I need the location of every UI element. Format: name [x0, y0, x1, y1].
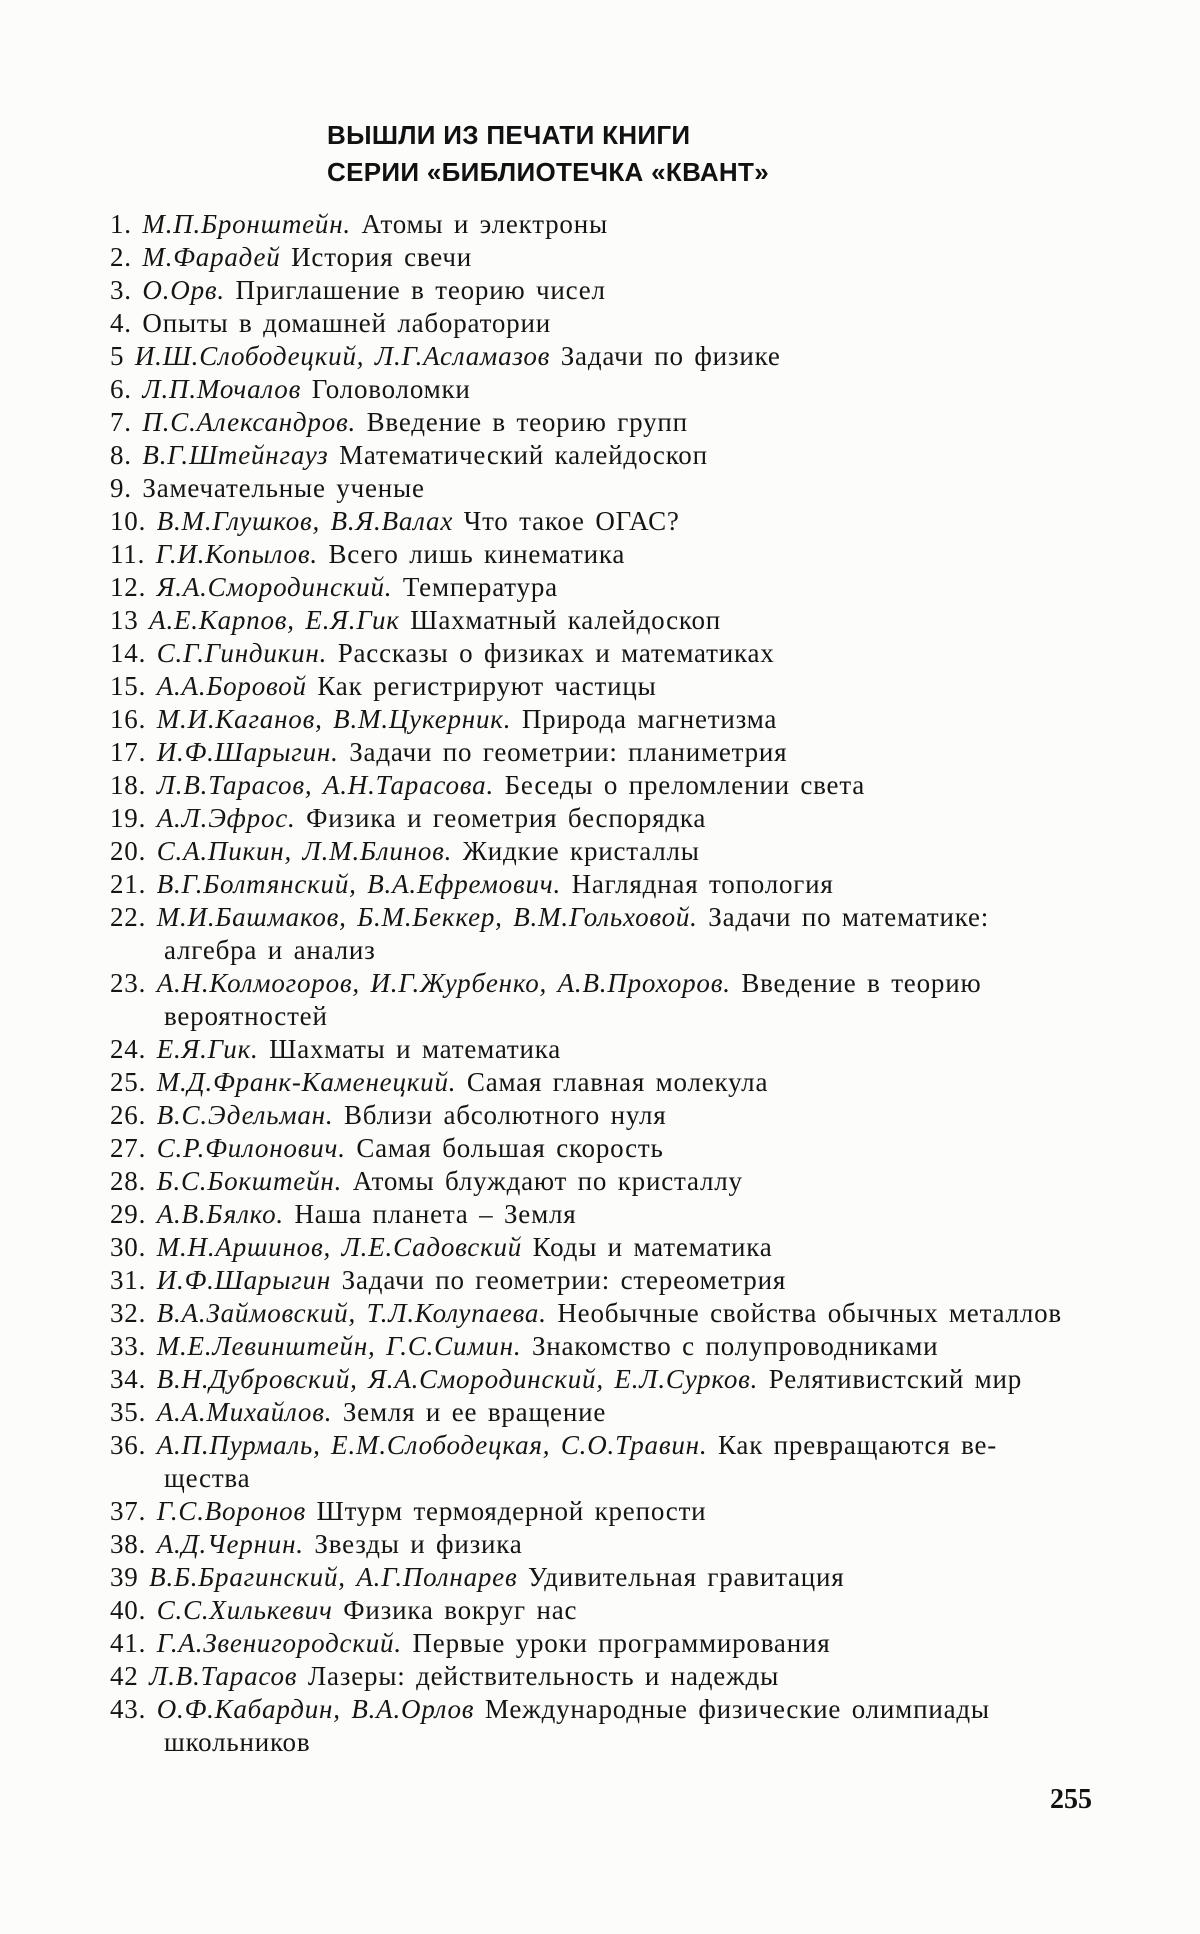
item-authors: В.С.Эдельман. [157, 1100, 334, 1130]
item-title: Земля и ее вращение [343, 1397, 606, 1427]
book-list-item [110, 769, 1110, 802]
item-title: Задачи по математике: [708, 902, 989, 932]
item-authors: В.Г.Болтянский, В.А.Ефремович. [157, 869, 561, 899]
book-list-item [110, 1330, 1110, 1363]
book-list-item [110, 1132, 1110, 1165]
book-list-item [110, 703, 1110, 736]
item-title: Математический калейдоскоп [339, 440, 708, 470]
item-authors: М.Д.Франк-Каменецкий. [157, 1067, 457, 1097]
heading-line-1: ВЫШЛИ ИЗ ПЕЧАТИ КНИГИ [327, 117, 769, 154]
item-number: 15. [110, 671, 146, 701]
item-number: 3. [110, 275, 132, 305]
item-title: Самая большая скорость [356, 1133, 663, 1163]
item-title: Как превращаются ве- [718, 1430, 997, 1460]
book-list-item [110, 835, 1110, 868]
book-list [110, 208, 1110, 1759]
book-list-item [110, 1396, 1110, 1429]
item-title: Вблизи абсолютного нуля [344, 1100, 666, 1130]
item-number: 34. [110, 1364, 146, 1394]
item-number: 41. [110, 1628, 146, 1658]
book-list-item [110, 1099, 1110, 1132]
item-authors: Г.И.Копылов. [156, 539, 318, 569]
book-list-item [110, 340, 1110, 373]
item-title: Релятивистский мир [769, 1364, 1022, 1394]
item-authors: В.М.Глушков, В.Я.Валах [157, 506, 453, 536]
item-title: Удивительная гравитация [528, 1562, 844, 1592]
item-number: 35. [110, 1397, 146, 1427]
item-authors: В.Б.Брагинский, А.Г.Полнарев [149, 1562, 517, 1592]
item-number: 8. [110, 440, 132, 470]
book-list-item [110, 670, 1110, 703]
item-number: 9. [110, 473, 132, 503]
item-number: 40. [110, 1595, 146, 1625]
book-list-item [110, 1693, 1110, 1759]
item-authors: Г.А.Звенигородский. [157, 1628, 402, 1658]
item-number: 18. [110, 770, 146, 800]
item-title-continued: щества [110, 1462, 1110, 1495]
item-title: Необычные свойства обычных металлов [557, 1298, 1062, 1328]
item-title: Первые уроки программирования [412, 1628, 830, 1658]
item-authors: А.Д.Чернин. [157, 1529, 304, 1559]
book-list-item [110, 901, 1110, 967]
book-list-item [110, 637, 1110, 670]
item-authors: А.Л.Эфрос. [157, 803, 296, 833]
book-list-item [110, 208, 1110, 241]
item-title-continued: алгебра и анализ [110, 934, 1110, 967]
book-list-item [110, 1066, 1110, 1099]
item-authors: А.Е.Карпов, Е.Я.Гик [149, 605, 400, 635]
item-title: Наша планета – Земля [295, 1199, 577, 1229]
item-title: Введение в теорию групп [367, 407, 688, 437]
item-title-continued: школьников [110, 1726, 1110, 1759]
item-number: 28. [110, 1166, 146, 1196]
item-title: Что такое ОГАС? [464, 506, 680, 536]
book-list-item [110, 1528, 1110, 1561]
item-title: Коды и математика [533, 1232, 773, 1262]
item-number: 43. [110, 1694, 146, 1724]
item-title: Приглашение в теорию чисел [236, 275, 606, 305]
item-number: 2. [110, 242, 132, 272]
item-title: Лазеры: действительность и надежды [308, 1661, 779, 1691]
book-list-item [110, 604, 1110, 637]
item-title: Природа магнетизма [522, 704, 777, 734]
book-list-item [110, 439, 1110, 472]
item-authors: Г.С.Воронов [157, 1496, 306, 1526]
item-number: 42 [110, 1661, 139, 1691]
book-list-item [110, 967, 1110, 1033]
book-list-item [110, 1363, 1110, 1396]
item-title: Как регистрируют частицы [317, 671, 656, 701]
item-title: Задачи по геометрии: планиметрия [349, 737, 787, 767]
item-title: Атомы блуждают по кристаллу [353, 1166, 743, 1196]
item-authors: А.Н.Колмогоров, И.Г.Журбенко, А.В.Прохоров. [157, 968, 731, 998]
item-number: 1. [110, 209, 132, 239]
item-number: 10. [110, 506, 146, 536]
item-authors: М.Е.Левинштейн, Г.С.Симин. [157, 1331, 522, 1361]
item-title: Шахматный калейдоскоп [410, 605, 721, 635]
book-list-item [110, 1495, 1110, 1528]
item-authors: А.П.Пурмаль, Е.М.Слободецкая, С.О.Травин. [157, 1430, 708, 1460]
item-authors: М.И.Башмаков, Б.М.Беккер, В.М.Гольховой. [157, 902, 698, 932]
item-authors: М.И.Каганов, В.М.Цукерник. [157, 704, 512, 734]
item-authors: Л.В.Тарасов [149, 1661, 297, 1691]
book-list-item [110, 241, 1110, 274]
item-authors: А.В.Бялко. [157, 1199, 284, 1229]
item-authors: Е.Я.Гик. [157, 1034, 259, 1064]
book-list-item [110, 505, 1110, 538]
book-list-item [110, 868, 1110, 901]
item-authors: С.А.Пикин, Л.М.Блинов. [157, 836, 452, 866]
item-number: 7. [110, 407, 132, 437]
item-title: Введение в теорию [741, 968, 981, 998]
item-authors: М.Н.Аршинов, Л.Е.Садовский [157, 1232, 522, 1262]
item-title: Беседы о преломлении света [505, 770, 865, 800]
item-authors: Л.В.Тарасов, А.Н.Тарасова. [157, 770, 494, 800]
item-number: 14. [110, 638, 146, 668]
book-list-item [110, 274, 1110, 307]
book-list-item [110, 1033, 1110, 1066]
item-title: Штурм термоядерной крепости [317, 1496, 707, 1526]
item-title: Шахматы и математика [269, 1034, 561, 1064]
item-title: Замечательные ученые [142, 473, 424, 503]
item-authors: О.Ф.Кабардин, В.А.Орлов [157, 1694, 475, 1724]
item-authors: Я.А.Смородинский. [157, 572, 393, 602]
item-title: Атомы и электроны [362, 209, 608, 239]
book-list-item [110, 1561, 1110, 1594]
book-list-item [110, 1165, 1110, 1198]
book-list-item [110, 1429, 1110, 1495]
item-authors: А.А.Боровой [157, 671, 307, 701]
item-number: 36. [110, 1430, 146, 1460]
item-authors: В.Н.Дубровский, Я.А.Смородинский, Е.Л.Сурков. [157, 1364, 759, 1394]
item-number: 37. [110, 1496, 146, 1526]
item-authors: М.П.Бронштейн. [142, 209, 351, 239]
item-title: Наглядная топология [572, 869, 834, 899]
item-authors: С.Р.Филонович. [157, 1133, 346, 1163]
item-number: 27. [110, 1133, 146, 1163]
item-number: 26. [110, 1100, 146, 1130]
item-authors: И.Ф.Шарыгин [157, 1265, 331, 1295]
item-number: 23. [110, 968, 146, 998]
item-title: Головоломки [312, 374, 471, 404]
item-number: 24. [110, 1034, 146, 1064]
item-number: 17. [110, 737, 146, 767]
item-number: 6. [110, 374, 132, 404]
item-title: Опыты в домашней лаборатории [142, 308, 551, 338]
item-number: 20. [110, 836, 146, 866]
item-number: 39 [110, 1562, 139, 1592]
item-number: 5 [110, 341, 124, 371]
book-list-item [110, 571, 1110, 604]
book-list-item [110, 307, 1110, 340]
item-authors: О.Орв. [142, 275, 225, 305]
item-authors: В.Г.Штейнгауз [142, 440, 328, 470]
item-number: 31. [110, 1265, 146, 1295]
item-number: 19. [110, 803, 146, 833]
item-authors: С.С.Хилькевич [157, 1595, 333, 1625]
item-authors: И.Ф.Шарыгин. [157, 737, 339, 767]
page-number: 255 [1050, 1783, 1092, 1817]
item-title: Физика и геометрия беспорядка [306, 803, 706, 833]
page-heading [327, 117, 769, 191]
book-list-item [110, 1594, 1110, 1627]
book-list-item [110, 736, 1110, 769]
book-page [0, 0, 1200, 1934]
item-number: 13 [110, 605, 139, 635]
book-list-item [110, 373, 1110, 406]
item-number: 16. [110, 704, 146, 734]
book-list-item [110, 406, 1110, 439]
item-title: Задачи по физике [561, 341, 781, 371]
book-list-item [110, 1627, 1110, 1660]
item-number: 33. [110, 1331, 146, 1361]
item-number: 22. [110, 902, 146, 932]
item-title: Температура [403, 572, 558, 602]
book-list-item [110, 1264, 1110, 1297]
book-list-item [110, 1231, 1110, 1264]
item-title: Рассказы о физиках и математиках [338, 638, 775, 668]
book-list-item [110, 802, 1110, 835]
item-number: 30. [110, 1232, 146, 1262]
item-authors: М.Фарадей [142, 242, 280, 272]
item-title: История свечи [291, 242, 472, 272]
item-number: 29. [110, 1199, 146, 1229]
item-number: 32. [110, 1298, 146, 1328]
book-list-item [110, 1660, 1110, 1693]
item-authors: А.А.Михайлов. [157, 1397, 333, 1427]
item-number: 21. [110, 869, 146, 899]
item-authors: Л.П.Мочалов [142, 374, 301, 404]
heading-line-2: СЕРИИ «БИБЛИОТЕЧКА «КВАНТ» [327, 154, 769, 191]
book-list-item [110, 1198, 1110, 1231]
item-authors: Б.С.Бокштейн. [157, 1166, 342, 1196]
item-title: Всего лишь кинематика [328, 539, 625, 569]
item-title: Знакомство с полупроводниками [532, 1331, 938, 1361]
item-authors: В.А.Займовский, Т.Л.Колупаева. [157, 1298, 547, 1328]
item-title: Международные физические олимпиады [485, 1694, 990, 1724]
item-title: Жидкие кристаллы [463, 836, 700, 866]
book-list-item [110, 538, 1110, 571]
book-list-item [110, 472, 1110, 505]
item-title: Задачи по геометрии: стереометрия [342, 1265, 786, 1295]
book-list-item [110, 1297, 1110, 1330]
item-title-continued: вероятностей [110, 1000, 1110, 1033]
item-number: 12. [110, 572, 146, 602]
item-title: Звезды и физика [314, 1529, 522, 1559]
item-authors: И.Ш.Слободецкий, Л.Г.Асламазов [135, 341, 550, 371]
item-title: Самая главная молекула [467, 1067, 768, 1097]
item-authors: С.Г.Гиндикин. [157, 638, 327, 668]
item-number: 38. [110, 1529, 146, 1559]
item-authors: П.С.Александров. [142, 407, 356, 437]
item-number: 25. [110, 1067, 146, 1097]
item-number: 4. [110, 308, 132, 338]
item-number: 11. [110, 539, 145, 569]
item-title: Физика вокруг нас [343, 1595, 577, 1625]
